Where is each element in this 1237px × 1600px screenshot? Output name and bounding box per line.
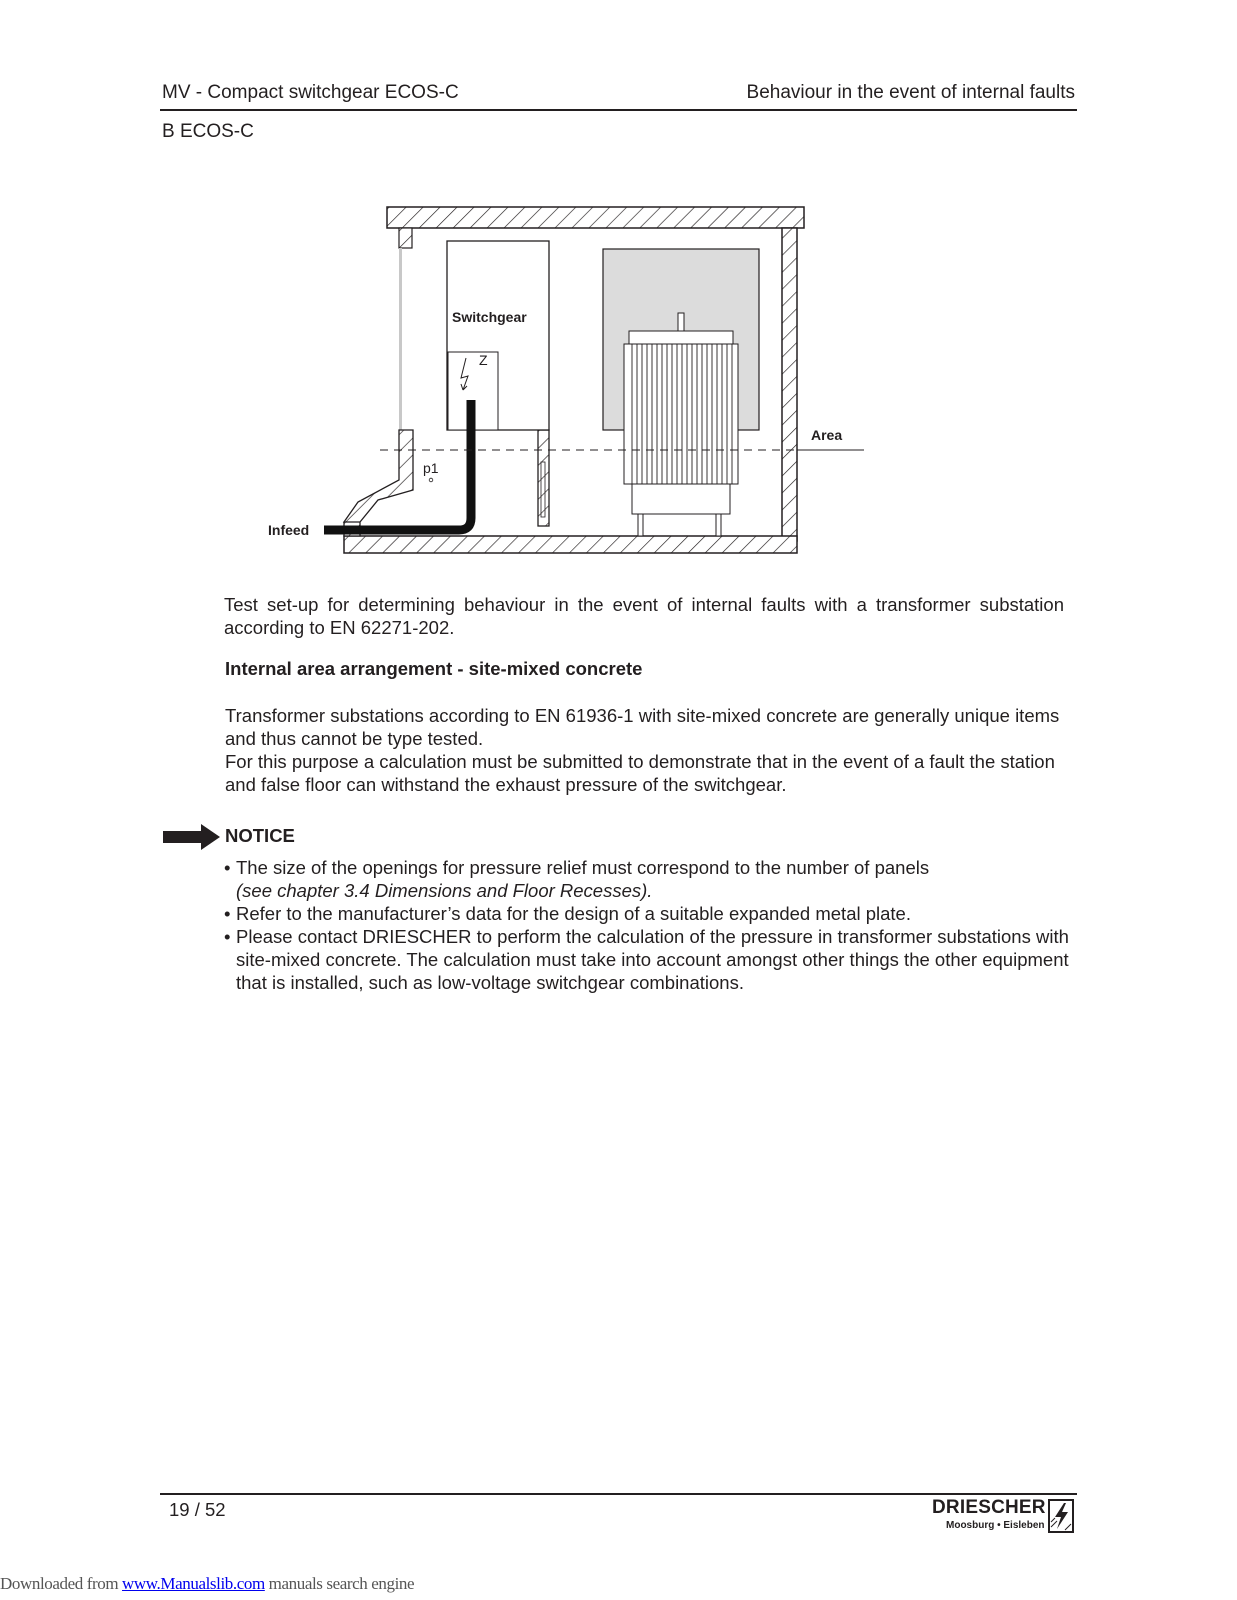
- chapter-reference: (see chapter 3.4 Dimensions and Floor Recesses).: [236, 880, 653, 901]
- footer-rule: [160, 1493, 1077, 1495]
- door: [399, 248, 402, 430]
- pressure-sensor-label: p1: [423, 460, 439, 476]
- transformer-cover: [629, 331, 733, 344]
- notice-title: NOTICE: [225, 825, 295, 846]
- trench-wall-left: [344, 430, 413, 536]
- lightning-logo-icon: [1048, 1499, 1074, 1533]
- floor-slab: [344, 536, 797, 553]
- notice-item: • Please contact DRIESCHER to perform the calculation of the pressure in transformer substations with site-mixed concrete. The calculation must take into account amongst other things the other equipment that is installed, such as low-voltage switchgear combinations.: [224, 925, 1084, 994]
- logo-location: Moosburg • Eisleben: [946, 1520, 1045, 1531]
- right-wall: [782, 228, 797, 541]
- manualslib-link[interactable]: www.Manualslib.com: [122, 1574, 265, 1593]
- section-label: B ECOS-C: [162, 121, 254, 142]
- notice-item: • Refer to the manufacturer’s data for the design of a suitable expanded metal plate.: [224, 902, 1084, 925]
- logo-name: DRIESCHER: [932, 1497, 1046, 1518]
- transformer-core: [624, 344, 738, 484]
- body-paragraph-2: For this purpose a calculation must be submitted to demonstrate that in the event of a fault the station and false floor can withstand the exhaust pressure of the switchgear.: [225, 751, 1055, 795]
- transformer-foot-right: [716, 514, 721, 536]
- body-text: [225, 704, 1085, 796]
- header-rule: [160, 109, 1077, 111]
- download-prefix: Downloaded from: [0, 1574, 123, 1593]
- header-chapter-title: Behaviour in the event of internal faults: [746, 82, 1075, 103]
- notice-item: [224, 856, 1084, 902]
- download-bar: [0, 1574, 414, 1594]
- infeed-label: Infeed: [268, 522, 310, 538]
- notice-list: [224, 856, 1084, 994]
- pressure-sensor: [429, 478, 433, 482]
- fault-label: Z: [479, 352, 488, 368]
- transformer-foot-left: [638, 514, 643, 536]
- roof-slab: [387, 207, 804, 228]
- notice-arrow-icon: [163, 824, 220, 850]
- area-label: Area: [811, 427, 843, 443]
- download-suffix: manuals search engine: [264, 1574, 415, 1593]
- transformer-bushing: [678, 313, 684, 333]
- transformer-fins: [632, 344, 732, 484]
- substation-diagram: [260, 200, 900, 575]
- header-document-title: MV - Compact switchgear ECOS-C: [162, 82, 459, 103]
- transformer-base: [632, 484, 730, 514]
- driescher-logo: [932, 1496, 1077, 1536]
- switchgear-label: Switchgear: [452, 309, 527, 325]
- left-corner-block: [399, 228, 412, 248]
- body-paragraph-1: Transformer substations according to EN 61936-1 with site-mixed concrete are generally unique items and thus cannot be type tested.: [225, 705, 1060, 749]
- page-number: 19 / 52: [169, 1499, 226, 1520]
- diagram-caption: Test set-up for determining behaviour in the event of internal faults with a transformer substation according to EN 62271-202.: [224, 594, 1064, 638]
- notice-item-text: The size of the openings for pressure relief must correspond to the number of panels: [236, 857, 930, 878]
- subheading: Internal area arrangement - site-mixed concrete: [225, 658, 643, 679]
- grating: [541, 462, 545, 517]
